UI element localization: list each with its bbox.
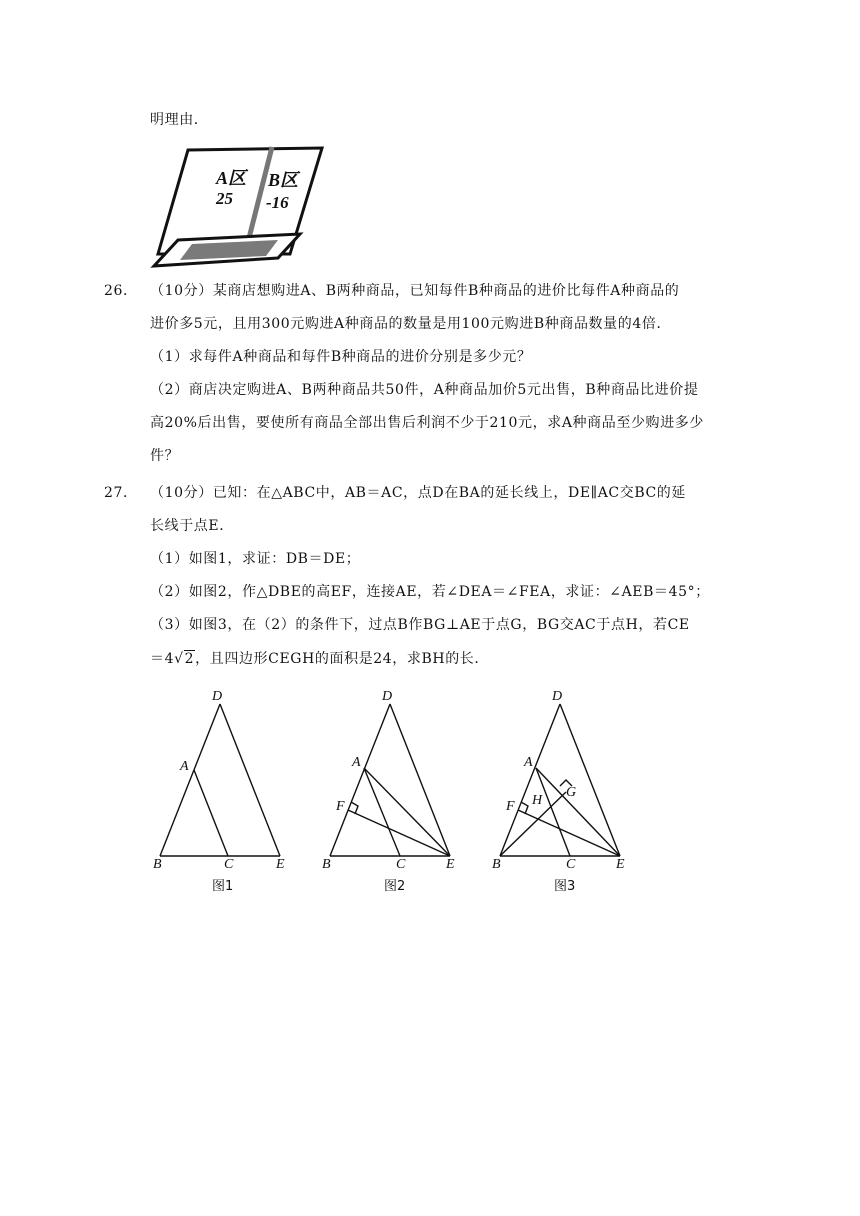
- laptop-left-label: A区: [216, 168, 247, 188]
- fig1-caption: 图1: [212, 879, 234, 894]
- fig3-label-H: H: [532, 793, 543, 808]
- fig2-label-F: F: [336, 799, 345, 814]
- q27-number: 27．: [104, 485, 138, 501]
- q27-line1: （10分）已知：在△ABC中，AB＝AC，点D在BA的延长线上，DE∥AC交BC的延: [150, 485, 686, 501]
- fig3-label-A: A: [524, 755, 533, 770]
- fig2-segment-BD: [330, 704, 390, 856]
- fig1-segment-AC: [194, 770, 228, 856]
- fig1-segment-BD: [160, 704, 220, 856]
- fig1-label-C: C: [224, 857, 234, 872]
- q27-line2: 长线于点E．: [150, 518, 234, 534]
- q26-line2: 进价多5元，且用300元购进A种商品的数量是用100元购进B种商品数量的4倍．: [150, 316, 672, 332]
- sqrt-radicand: 2: [184, 651, 195, 667]
- q26-number: 26．: [104, 283, 138, 299]
- q26-part1: （1）求每件A种商品和每件B种商品的进价分别是多少元？: [150, 349, 532, 365]
- figure-3: [492, 686, 642, 898]
- q26-part2-line1: （2）商店决定购进A、B两种商品共50件，A种商品加价5元出售，B种商品比进价提: [150, 382, 699, 398]
- fig2-label-E: E: [446, 857, 455, 872]
- laptop-right-label: B区: [268, 170, 299, 190]
- fig3-label-G: G: [566, 785, 577, 800]
- fig3-caption: 图3: [554, 879, 576, 894]
- fig1-segment-DE: [220, 704, 280, 856]
- sqrt-symbol: √: [174, 651, 184, 667]
- fig1-label-B: B: [153, 857, 162, 872]
- q27-part3-line1: （3）如图3，在（2）的条件下，过点B作BG⊥AE于点G，BG交AC于点H，若CE: [150, 617, 690, 633]
- fig2-label-C: C: [396, 857, 406, 872]
- fig2-segment-AE: [364, 768, 450, 856]
- fig3-label-B: B: [492, 857, 501, 872]
- q27-part3-line2: [150, 649, 489, 669]
- q26-part2-line2: 高20%后出售，要使所有商品全部出售后利润不少于210元，求A种商品至少购进多少: [150, 415, 704, 431]
- fig3-label-F: F: [506, 799, 515, 814]
- fig3-segment-AE: [536, 768, 620, 856]
- laptop-left-value: 25: [216, 189, 233, 208]
- q27-part2: （2）如图2，作△DBE的高EF，连接AE，若∠DEA＝∠FEA，求证：∠AEB＝45°；: [150, 584, 710, 600]
- figure-1: [150, 686, 300, 898]
- fig2-label-D: D: [382, 689, 393, 704]
- q27-part1: （1）如图1，求证：DB＝DE；: [150, 551, 361, 567]
- fig2-caption: 图2: [384, 879, 406, 894]
- fig1-label-D: D: [212, 689, 223, 704]
- fig2-label-A: A: [352, 755, 361, 770]
- q26-line1: （10分）某商店想购进A、B两种商品，已知每件B种商品的进价比每件A种商品的: [150, 283, 680, 299]
- fig3-label-C: C: [566, 857, 576, 872]
- q26-part2-line3: 件？: [150, 448, 180, 464]
- fig3-segment-BD: [500, 704, 560, 856]
- figure-2: [322, 686, 472, 898]
- fig1-label-E: E: [276, 857, 285, 872]
- fig3-label-E: E: [616, 857, 625, 872]
- laptop-right-value: -16: [266, 193, 289, 212]
- intro-tail-text: 明理由．: [150, 112, 209, 128]
- fig1-label-A: A: [180, 759, 189, 774]
- laptop-illustration: [150, 142, 330, 266]
- q27-part3-prefix: ＝4: [150, 651, 175, 667]
- fig2-label-B: B: [322, 857, 331, 872]
- q27-part3-suffix: ，且四边形CEGH的面积是24，求BH的长．: [195, 651, 489, 667]
- fig2-segment-AC: [364, 768, 400, 856]
- fig3-label-D: D: [552, 689, 563, 704]
